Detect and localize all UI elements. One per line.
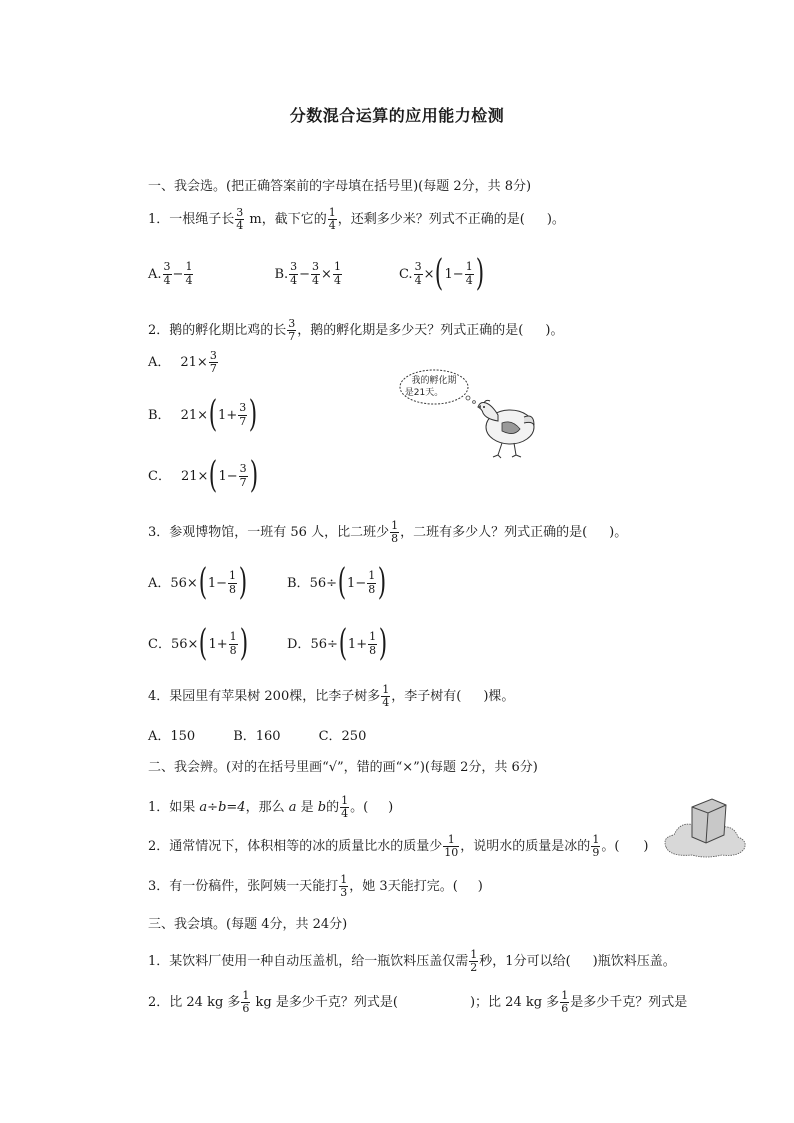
question-3-1: 1． 某饮料厂使用一种自动压盖机，给一瓶饮料压盖仅需 $\frac{1}{2}$ 秒，1分可以给( )瓶饮料压盖。 xyxy=(148,948,676,975)
question-1-4: 4． 果园里有苹果树 200棵，比李子树多 $\frac{1}{4}$ ，李子树有( )棵。 xyxy=(148,683,515,710)
option-b[interactable]: B． 56÷ ( 1− $\frac{1}{8}$ ) xyxy=(287,562,387,603)
option-a[interactable]: A. $\frac{3}{4}$ − $\frac{1}{4}$ xyxy=(148,260,193,287)
option-c[interactable]: C. $\frac{3}{4}$ × ( 1− $\frac{1}{4}$ ) xyxy=(398,253,484,294)
question-2-2: 2． 通常情况下，体积相等的冰的质量比水的质量少 $\frac{1}{10}$ ，说明水的质量是冰的 $\frac{1}{9}$ 。( ) xyxy=(148,833,649,860)
question-2-3: 3． 有一份稿件，张阿姨一天能打 $\frac{1}{3}$ ，她 3天能打完。( ) xyxy=(148,873,483,900)
question-1-4-options xyxy=(148,730,366,743)
option-c[interactable]: C．250 xyxy=(318,729,367,744)
hen-icon xyxy=(477,400,534,458)
question-1-3: 3． 参观博物馆，一班有 56 人，比二班少 $\frac{1}{8}$ ，二班有多少人？列式正确的是( )。 xyxy=(148,519,628,546)
section-1-heading: 一、我会选。(把正确答案前的字母填在括号里)(每题 2分，共 8分) xyxy=(148,179,532,194)
left-paren: ( xyxy=(435,253,444,294)
question-3-2: 2． 比 24 kg 多 $\frac{1}{6}$ kg 是多少千克？列式是( )；比 24 kg 多 $\frac{1}{6}$ 是多少千克？列式是 xyxy=(148,989,688,1016)
page-title: 分数混合运算的应用能力检测 xyxy=(289,106,505,125)
fraction: $\frac{3}{4}$ xyxy=(236,206,244,233)
option-c[interactable]: C． 56× ( 1+ $\frac{1}{8}$ ) xyxy=(148,623,248,664)
option-a[interactable]: A． 56× ( 1− $\frac{1}{8}$ ) xyxy=(148,562,248,603)
question-1-1: 1． 一根绳子长 $\frac{3}{4}$ m，截下它的 $\frac{1}{4}$ ，还剩多少米？列式不正确的是( )。 xyxy=(148,206,565,233)
section-3-heading: 三、我会填。(每题 4分，共 24分) xyxy=(148,917,348,932)
speech-text-2: 是21天。 xyxy=(404,388,444,398)
question-1-2: 2． 鹅的孵化期比鸡的长 $\frac{3}{7}$ ，鹅的孵化期是多少天？列式正确的是( )。 xyxy=(148,317,564,344)
speech-text-1: 我的孵化期 xyxy=(411,376,457,386)
option-b[interactable]: B．160 xyxy=(233,729,281,744)
fraction: $\frac{1}{4}$ xyxy=(328,206,336,233)
question-1-1-options xyxy=(148,253,485,294)
question-2-1: 1． 如果 a÷b=4 ，那么 a 是 b 的 $\frac{1}{4}$ 。( ) xyxy=(148,794,394,821)
section-2-heading: 二、我会辨。(对的在括号里画“√”，错的画“×”)(每题 2分，共 6分) xyxy=(148,760,538,775)
hen-illustration xyxy=(398,365,538,463)
right-paren: ) xyxy=(475,253,484,294)
option-c[interactable]: C． 21× ( 1− $\frac{3}{7}$ ) xyxy=(148,455,258,496)
option-a[interactable]: A．150 xyxy=(148,729,196,744)
option-b[interactable]: B． 21× ( 1+ $\frac{3}{7}$ ) xyxy=(148,394,258,435)
option-a[interactable]: A． 21× $\frac{3}{7}$ xyxy=(148,349,217,376)
ice-cube-illustration xyxy=(662,797,752,862)
option-d[interactable]: D． 56÷ ( 1+ $\frac{1}{8}$ ) xyxy=(287,623,388,664)
option-b[interactable]: B. $\frac{3}{4}$ − $\frac{3}{4}$ × $\frac{1}{4}$ xyxy=(274,260,341,287)
